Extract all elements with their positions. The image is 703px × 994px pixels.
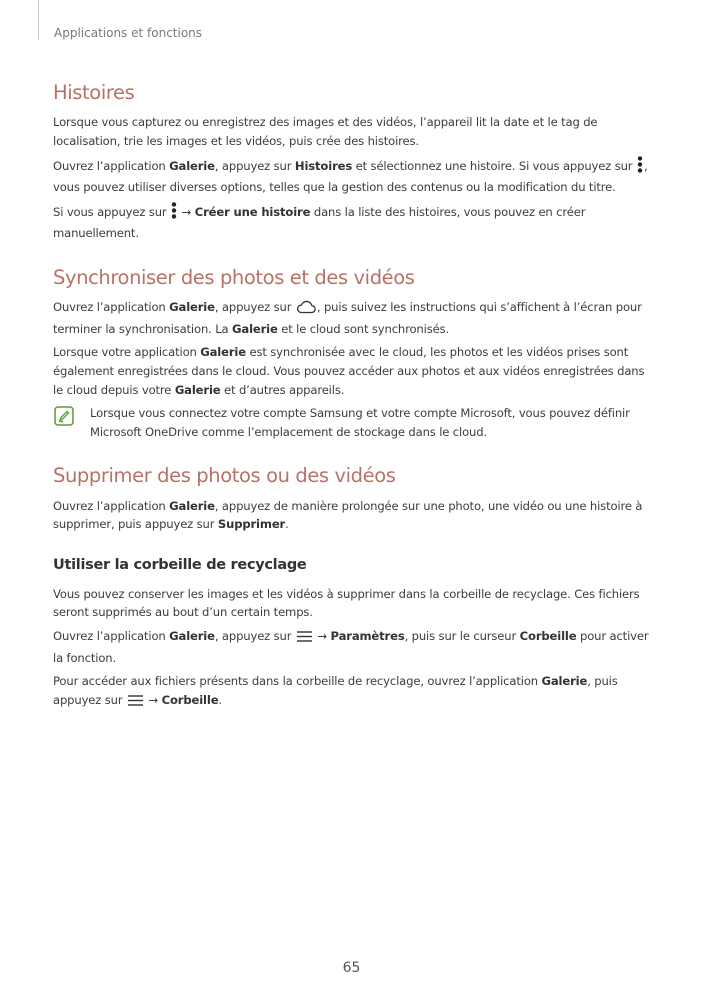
section-title-histoires: Histoires: [53, 81, 135, 104]
paragraph: [53, 627, 653, 667]
menu-label-supprimer: Supprimer: [217, 517, 286, 532]
menu-label-corbeille: Corbeille: [161, 692, 219, 707]
header-divider: [38, 0, 39, 40]
arrow: →: [313, 628, 331, 643]
note-block: [53, 404, 653, 441]
text: , appuyez sur: [214, 300, 295, 315]
text: .: [218, 692, 222, 707]
more-options-icon: [637, 156, 643, 179]
subsection-corbeille: [53, 556, 653, 712]
setting-label-corbeille: Corbeille: [519, 628, 577, 643]
text: , vous pouvez utiliser diverses options, telles que la gestion des contenus ou la modification du titre.: [53, 158, 648, 195]
text: et le cloud sont synchronisés.: [277, 321, 449, 336]
text: Lorsque votre application: [53, 345, 201, 360]
text: Ouvrez l’application: [53, 300, 170, 315]
text: , appuyez sur: [214, 628, 295, 643]
note-icon: [54, 406, 74, 430]
menu-label-parametres: Paramètres: [330, 628, 405, 643]
note-text: Lorsque vous connectez votre compte Samsung et votre compte Microsoft, vous pouvez définir Microsoft OneDrive comme l’emplacement de stockage dans le cloud.: [90, 406, 630, 439]
cloud-icon: [296, 299, 316, 320]
paragraph: [53, 343, 653, 399]
text: , puis appuyez sur: [53, 674, 618, 707]
text: Pour accéder aux fichiers présents dans la corbeille de recyclage, ouvrez l’application: [53, 674, 542, 689]
app-name-galerie: Galerie: [169, 300, 215, 315]
arrow: →: [178, 204, 195, 219]
page-number: 65: [342, 960, 361, 976]
paragraph: [53, 298, 653, 338]
paragraph: [53, 672, 653, 712]
text: et sélectionnez une histoire. Si vous appuyez sur: [352, 158, 636, 173]
paragraph: [53, 202, 653, 243]
text: Ouvrez l’application: [53, 628, 170, 643]
chapter-header: Applications et fonctions: [54, 26, 203, 40]
arrow: →: [144, 692, 162, 707]
text: .: [285, 517, 289, 532]
menu-label-creer-histoire: Créer une histoire: [194, 204, 311, 219]
menu-label-histoires: Histoires: [294, 158, 353, 173]
section-supprimer: [53, 463, 653, 534]
app-name-galerie: Galerie: [541, 674, 588, 689]
text: , puis suivez les instructions qui s’affichent à l’écran pour terminer la synchronisation. La: [53, 300, 642, 336]
section-synchroniser: [53, 265, 653, 442]
app-name-galerie: Galerie: [174, 382, 221, 397]
menu-icon: [296, 630, 313, 649]
text: et d’autres appareils.: [220, 382, 345, 397]
text: dans la liste des histoires, vous pouvez en créer manuellement.: [53, 204, 586, 241]
text: , appuyez sur: [214, 158, 295, 173]
app-name-galerie: Galerie: [169, 498, 215, 513]
more-options-icon: [171, 202, 177, 225]
section-title-supprimer: Supprimer des photos ou des vidéos: [53, 464, 396, 488]
text: Si vous appuyez sur: [53, 204, 171, 219]
app-name-galerie: Galerie: [200, 345, 246, 360]
app-name-galerie: Galerie: [169, 158, 215, 173]
section-histoires: [53, 80, 653, 243]
menu-icon: [127, 694, 144, 713]
paragraph: [53, 497, 653, 534]
section-title-synchroniser: Synchroniser des photos et des vidéos: [53, 265, 415, 289]
app-name-galerie: Galerie: [232, 321, 278, 336]
text: est synchronisée avec le cloud, les photos et les vidéos prises sont également enregistrées dans le cloud. Vous pouvez accéder aux photos et aux vidéos enregistrées dans le cloud depuis votre: [53, 345, 645, 397]
paragraph: [53, 156, 653, 197]
text: , puis sur le curseur: [404, 628, 520, 643]
text: Ouvrez l’application: [53, 158, 170, 173]
page-content: [53, 80, 653, 734]
text: , appuyez de manière prolongée sur une photo, une vidéo ou une histoire à supprimer, puis appuyez sur: [53, 498, 643, 532]
paragraph: Vous pouvez conserver les images et les vidéos à supprimer dans la corbeille de recyclage. Ces fichiers seront supprimés au bout d’un certain temps.: [53, 586, 640, 620]
paragraph: Lorsque vous capturez ou enregistrez des images et des vidéos, l’appareil lit la date et le tag de localisation, trie les images et les vidéos, puis crée des histoires.: [53, 115, 598, 148]
text: pour activer la fonction.: [53, 628, 649, 665]
text: Ouvrez l’application: [53, 498, 170, 513]
app-name-galerie: Galerie: [169, 628, 215, 643]
subsection-title-corbeille: Utiliser la corbeille de recyclage: [53, 556, 307, 573]
